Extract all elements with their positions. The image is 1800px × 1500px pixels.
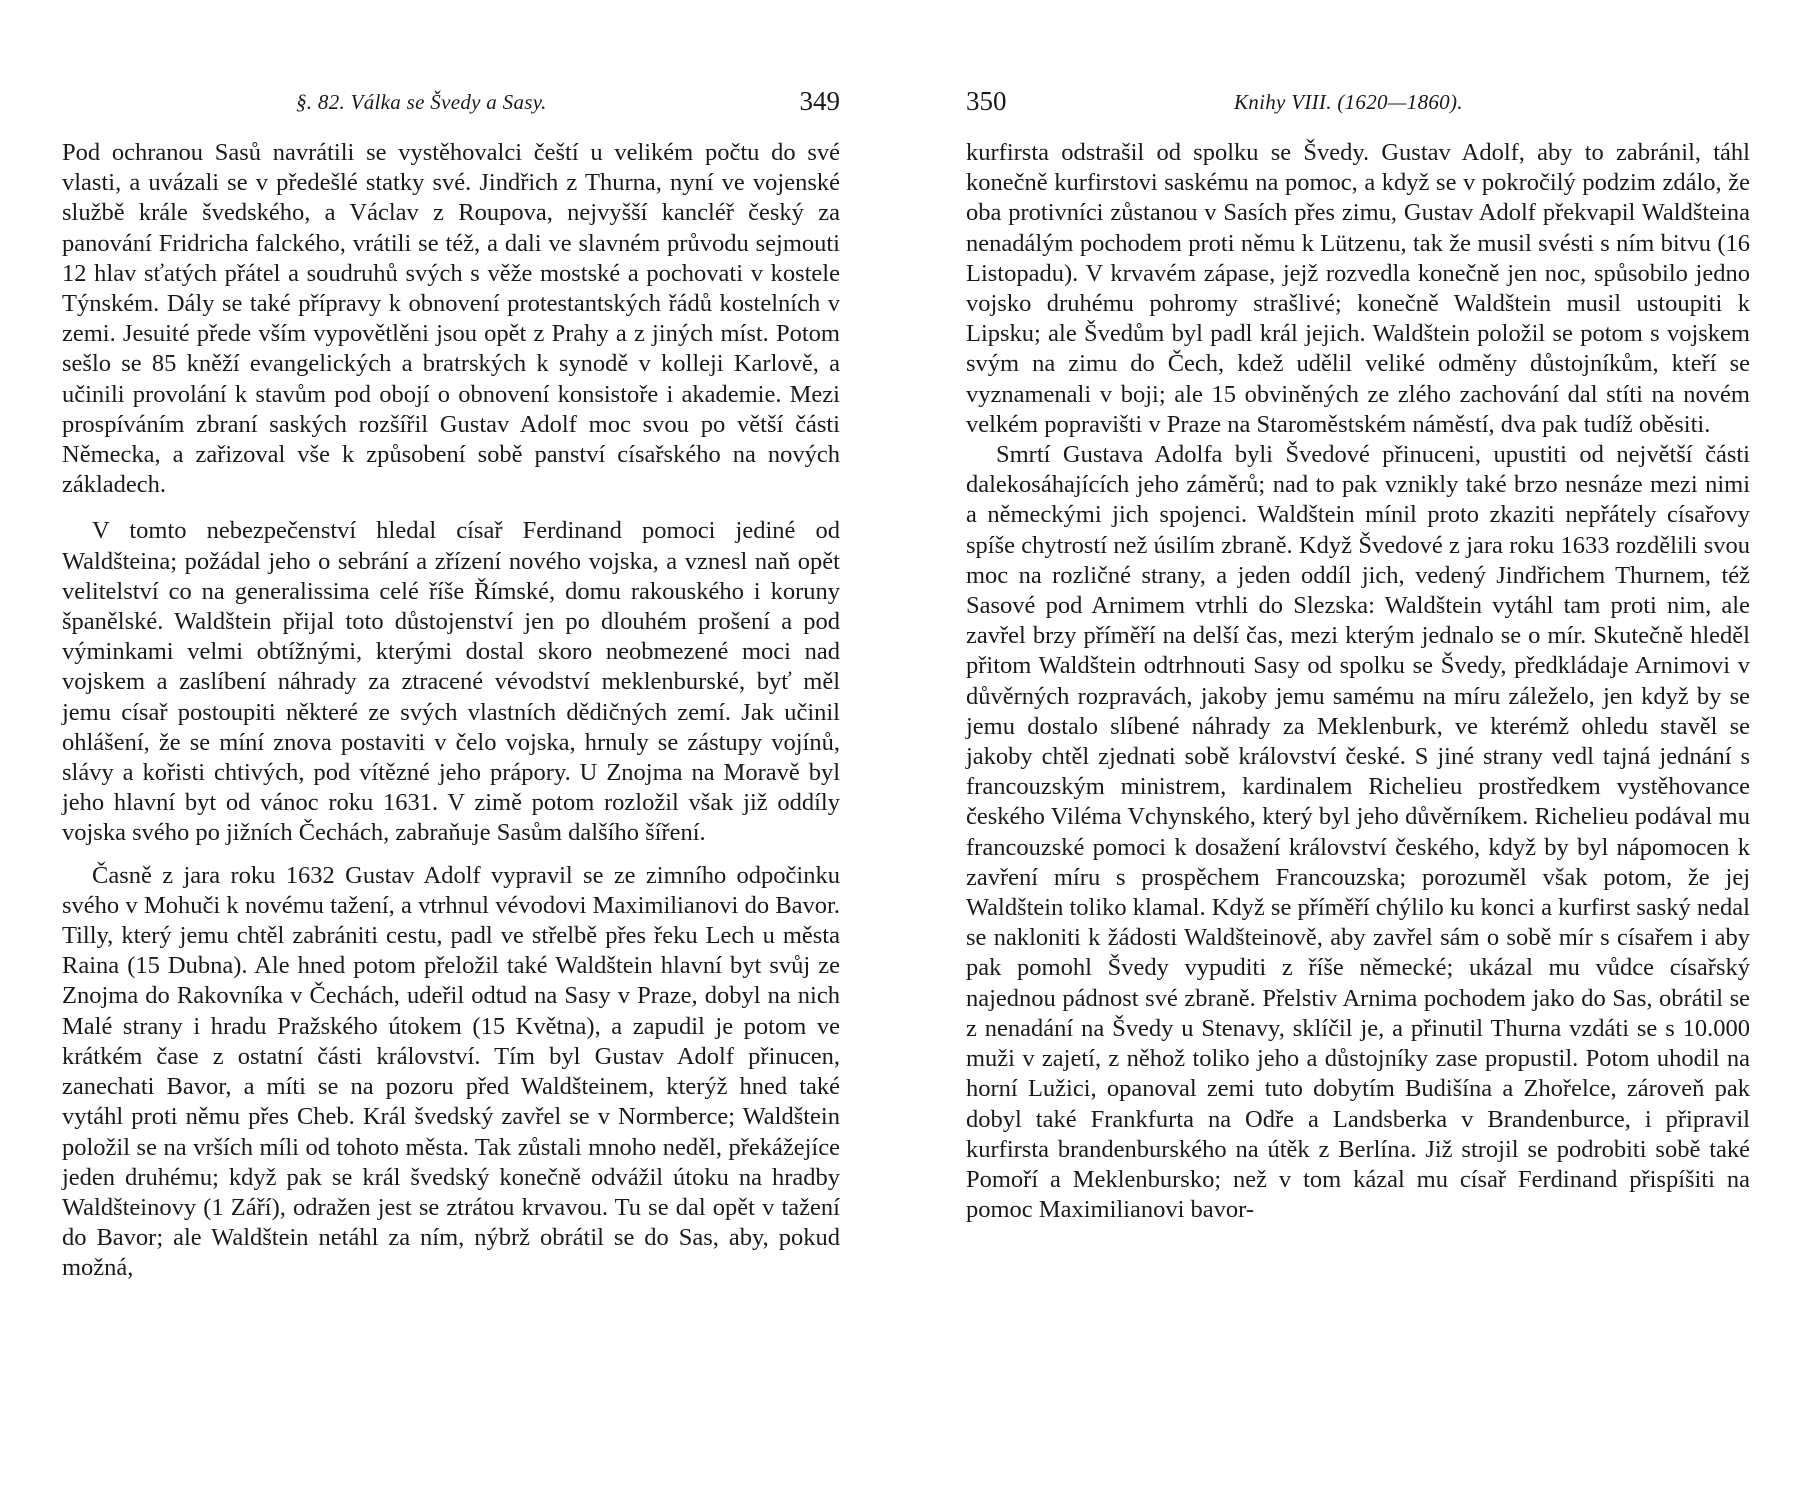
left-paragraph-1: Pod ochranou Sasů navrátili se vystěhovalci čeští u velikém počtu do své vlasti, a uvázali se v předešlé statky své. Jindřich z Thurna, nyní ve vojenské službě krále švedského, a Václav z Roupova, nejvyšší kancléř český za panování Fridricha falckého, vrátili se též, a dali ve slavném průvodu sejmouti 12 hlav sťatých přátel a soudruhů svých s věže mostské a pochovati v kostele Týnském. Dály se také přípravy k obnovení protestantských řádů kostelních v zemi. Jesuité přede vším vypovětlěni jsou opět z Prahy a z jiných míst. Potom sešlo se 85 kněží evangelických a bratrských k synodě v kolleji Karlově, a učinili provolání k stavům pod obojí o obnovení konsistoře i akademie. Mezi prospíváním zbraní saských rozšířil Gustav Adolf moc svou po větší části Německa, a zařizoval vše k způsobení sobě panství císařského na nových základech.: [62, 139, 840, 499]
right-body-text: [966, 138, 1750, 1225]
right-paragraph-1: kurfirsta odstrašil od spolku se Švedy. Gustav Adolf, aby to zabránil, táhl konečně kurfirstovi saskému na pomoc, a když se v pokročilý podzim zdálo, že oba protivníci zůstanou v Sasích přes zimu, Gustav Adolf překvapil Waldšteina nenadálým pochodem proti němu k Lützenu, tak že musil svésti s ním bitvu (16 Listopadu). V krvavém zápase, jejž rozvedla konečně jen noc, spůsobilo jedno vojsko druhému pohromy strašlivé; konečně Waldštein musil ustoupiti k Lipsku; ale Švedům byl padl král jejich. Waldštein položil se potom s vojskem svým na zimu do Čech, kdež udělil veliké odměny důstojníkům, kteří se vyznamenali v boji; ale 15 obviněných ze zlého zachování dal stíti na novém velkém popravišti v Praze na Staroměstském náměstí, dva pak tudíž oběsiti.: [966, 139, 1750, 438]
left-paragraph-3: Časně z jara roku 1632 Gustav Adolf vypravil se ze zimního odpočinku svého v Mohuči k novému tažení, a vtrhnul vévodovi Maximilianovi do Bavor. Tilly, který jemu chtěl zabrániti cestu, padl ve střelbě přes řeku Lech u města Raina (15 Dubna). Ale hned potom přeložil také Waldštein hlavní byt svůj ze Znojma do Rakovníka v Čechách, udeřil odtud na Sasy v Praze, dobyl na nich Malé strany i hradu Pražského útokem (15 Května), a zapudil je potom ve krátkém čase z ostatní části království. Tím byl Gustav Adolf přinucen, zanechati Bavor, a míti se na pozoru před Waldšteinem, kterýž hned také vytáhl proti němu přes Cheb. Král švedský zavřel se v Normberce; Waldštein položil se na vrších míli od tohoto města. Tak zůstali mnoho neděl, překážejíce jeden druhému; když pak se král švedský konečně odvážil útoku na hradby Waldšteinovy (1 Září), odražen jest se ztrátou krvavou. Tu se dal opět v tažení do Bavor; ale Waldštein netáhl za ním, nýbrž obrátil se do Sas, aby, pokud možná,: [62, 861, 840, 1282]
left-paragraph-2: V tomto nebezpečenství hledal císař Ferdinand pomoci jediné od Waldšteina; požádal jeho o sebrání a zřízení nového vojska, a vznesl naň opět velitelství co na generalissima celé říše Římské, domu rakouského i koruny španělské. Waldštein přijal toto důstojenství jen po dlouhém prošení a pod výminkami velmi obtížnými, kterými dostal skoro neobmezené moci nad vojskem a zaslíbení náhrady za ztracené vévodství meklenburské, byť měl jemu císař postoupiti některé ze svých vlastních dědičných zemí. Jak učinil ohlášení, že se míní znova postaviti v čelo vojska, hrnuly se zástupy vojínů, slávy a kořisti chtivých, pod vítězné jeho prápory. U Znojma na Moravě byl jeho hlavní byt od vánoc roku 1631. V zimě potom rozložil však již oddíly vojska svého po jižních Čechách, zabraňuje Sasům dalšího šíření.: [62, 517, 840, 847]
left-running-title: §. 82. Válka se Švedy a Sasy.: [296, 90, 547, 114]
left-page: [62, 0, 840, 1500]
left-running-head: [62, 86, 840, 120]
right-running-title: Knihy VIII. (1620—1860).: [1234, 90, 1463, 114]
right-running-head: [966, 86, 1750, 120]
right-page-number: 350: [966, 86, 1007, 116]
right-paragraph-2: Smrtí Gustava Adolfa byli Švedové přinuceni, upustiti od největší části dalekosáhajících jeho záměrů; nad to pak vznikly také brzo nesnáze mezi nimi a německými jich spojenci. Waldštein mínil proto zkaziti nepřátely císařovy spíše chytrostí než úsilím zbraně. Když Švedové z jara roku 1633 rozdělili svou moc na rozličné strany, a jeden oddíl jich, vedený Jindřichem Thurnem, též Sasové pod Arnimem vtrhli do Slezska: Waldštein vytáhl tam proti nim, ale zavřel brzy příměří na delší čas, mezi kterým jednalo se o mír. Skutečně hleděl přitom Waldštein odtrhnouti Sasy od spolku se Švedy, předkládaje Arnimovi v důvěrných rozpravách, jakoby jemu samému na míru záleželo, jen když by se jemu dostalo slíbené náhrady za Meklenburk, ve kterémž ohledu stavěl se jakoby chtěl zjednati sobě království české. S jiné strany vedl tajná jednání s francouzským ministrem, kardinalem Richelieu prostředkem vystěhovance českého Viléma Vchynského, který byl jeho důvěrníkem. Richelieu podával mu francouzské pomoci k dosažení království českého, když by byl nápomocen k zavření míru s prospěchem Francouzska; porozuměl však potom, že jej Waldštein toliko klamal. Když se příměří chýlilo ku konci a kurfirst saský nedal se nakloniti k žádosti Waldšteinově, aby zavřel sám o sobě mír s císařem i aby pak pomohl Švedy vypuditi z říše německé; ukázal mu vůdce císařský najednou pádnost své zbraně. Přelstiv Arnima pochodem jako do Sas, obrátil se z nenadání na Švedy u Stenavy, sklíčil je, a přinutil Thurna vzdáti se s 10.000 muži v zajetí, z něhož toliko jeho a důstojníky zase propustil. Potom uhodil na horní Lužici, opanoval zemi tuto dobytím Budišína a Zhořelce, zároveň pak dobyl také Frankfurta na Odře a Landsberka v Brandenburce, i připravil kurfirsta brandenburského na útěk z Berlína. Již strojil se podrobiti sobě také Pomoří a Meklenbursko; než v tom kázal mu císař Ferdinand přispíšiti na pomoc Maximilianovi bavor-: [966, 441, 1750, 1224]
right-page: [966, 0, 1750, 1500]
left-page-number: 349: [799, 86, 840, 116]
left-body-text: [62, 138, 840, 1284]
